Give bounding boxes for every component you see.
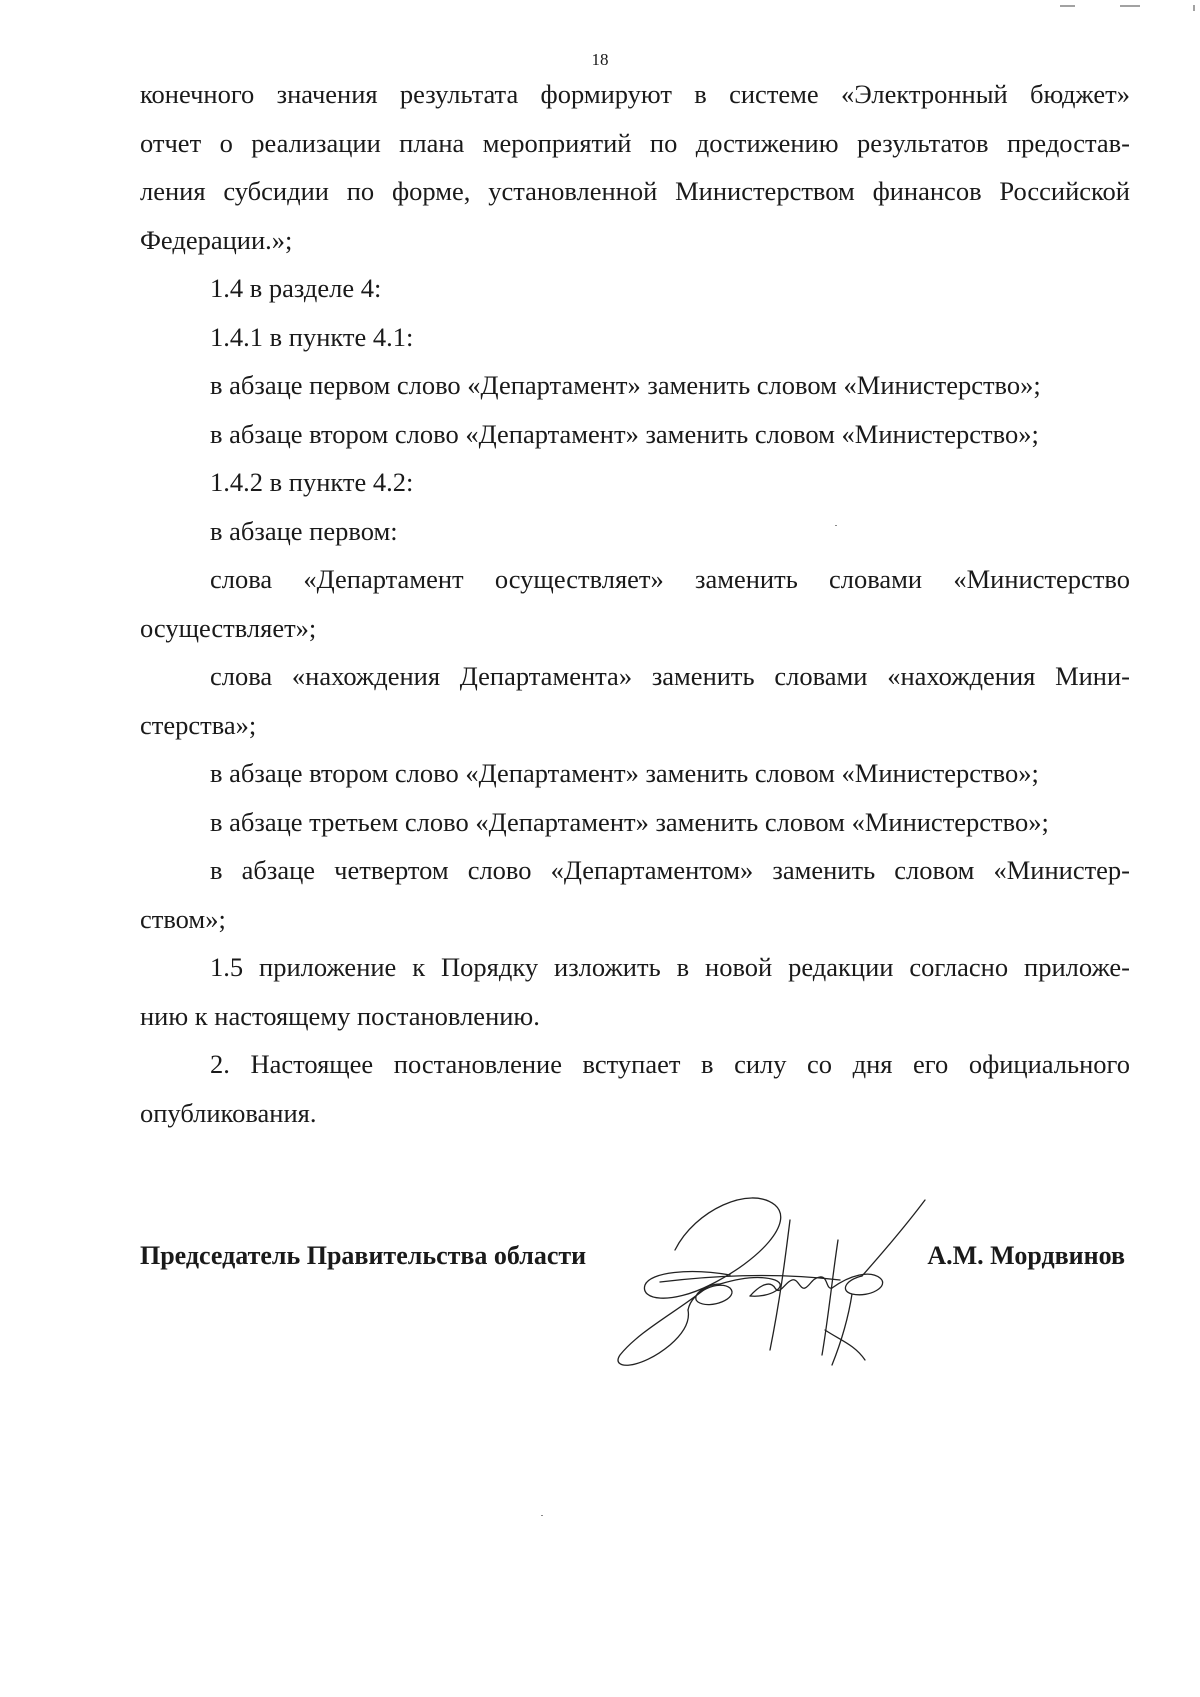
text-line: в абзаце четвертом слово «Департаментом» заменить словом «Министер- [210, 855, 1130, 885]
text-line: в абзаце первом слово «Департамент» заменить словом «Министерство»; [210, 370, 1041, 400]
text-line: 1.5 приложение к Порядку изложить в новой редакции согласно приложе- [210, 952, 1130, 982]
text-line: конечного значения результата формируют в системе «Электронный бюджет» [140, 79, 1130, 109]
signatory-position: Председатель Правительства области [140, 1241, 587, 1270]
text-line: слова «нахождения Департамента» заменить словами «нахождения Мини- [210, 661, 1130, 691]
text-line: отчет о реализации плана мероприятий по достижению результатов предостав- [140, 127, 1130, 158]
text-line: в абзаце третьем слово «Департамент» заменить словом «Министерство»; [210, 806, 1049, 837]
text-line: осуществляет»; [140, 612, 317, 643]
text-line: слова «Департамент осуществляет» заменить словами «Министерство [210, 564, 1130, 594]
scan-speck [835, 525, 837, 526]
text-line: 1.4.1 в пункте 4.1: [210, 321, 414, 352]
text-line: нию к настоящему постановлению. [140, 1000, 540, 1031]
scan-speck [541, 1515, 543, 1516]
text-line: в абзаце втором слово «Департамент» заменить словом «Министерство»; [210, 418, 1039, 449]
scan-edge-marks [1000, 0, 1200, 8]
text-line: 2. Настоящее постановление вступает в силу со дня его официального [210, 1049, 1130, 1079]
text-line: ления субсидии по форме, установленной Министерством финансов Российской [140, 176, 1130, 206]
text-line: в абзаце первом: [210, 515, 398, 546]
text-line: ством»; [140, 903, 226, 934]
text-line: 1.4 в разделе 4: [210, 273, 382, 303]
text-line: 1.4.2 в пункте 4.2: [210, 467, 414, 497]
text-line: опубликования. [140, 1097, 317, 1128]
text-line: стерства»; [140, 709, 257, 740]
signatory-name: А.М. Мордвинов [927, 1241, 1125, 1270]
text-line: в абзаце втором слово «Департамент» заменить словом «Министерство»; [210, 758, 1039, 788]
document-body [140, 70, 1130, 1137]
handwritten-signature [600, 1180, 960, 1380]
page-number: 18 [591, 50, 609, 69]
text-line: Федерации.»; [140, 224, 293, 255]
